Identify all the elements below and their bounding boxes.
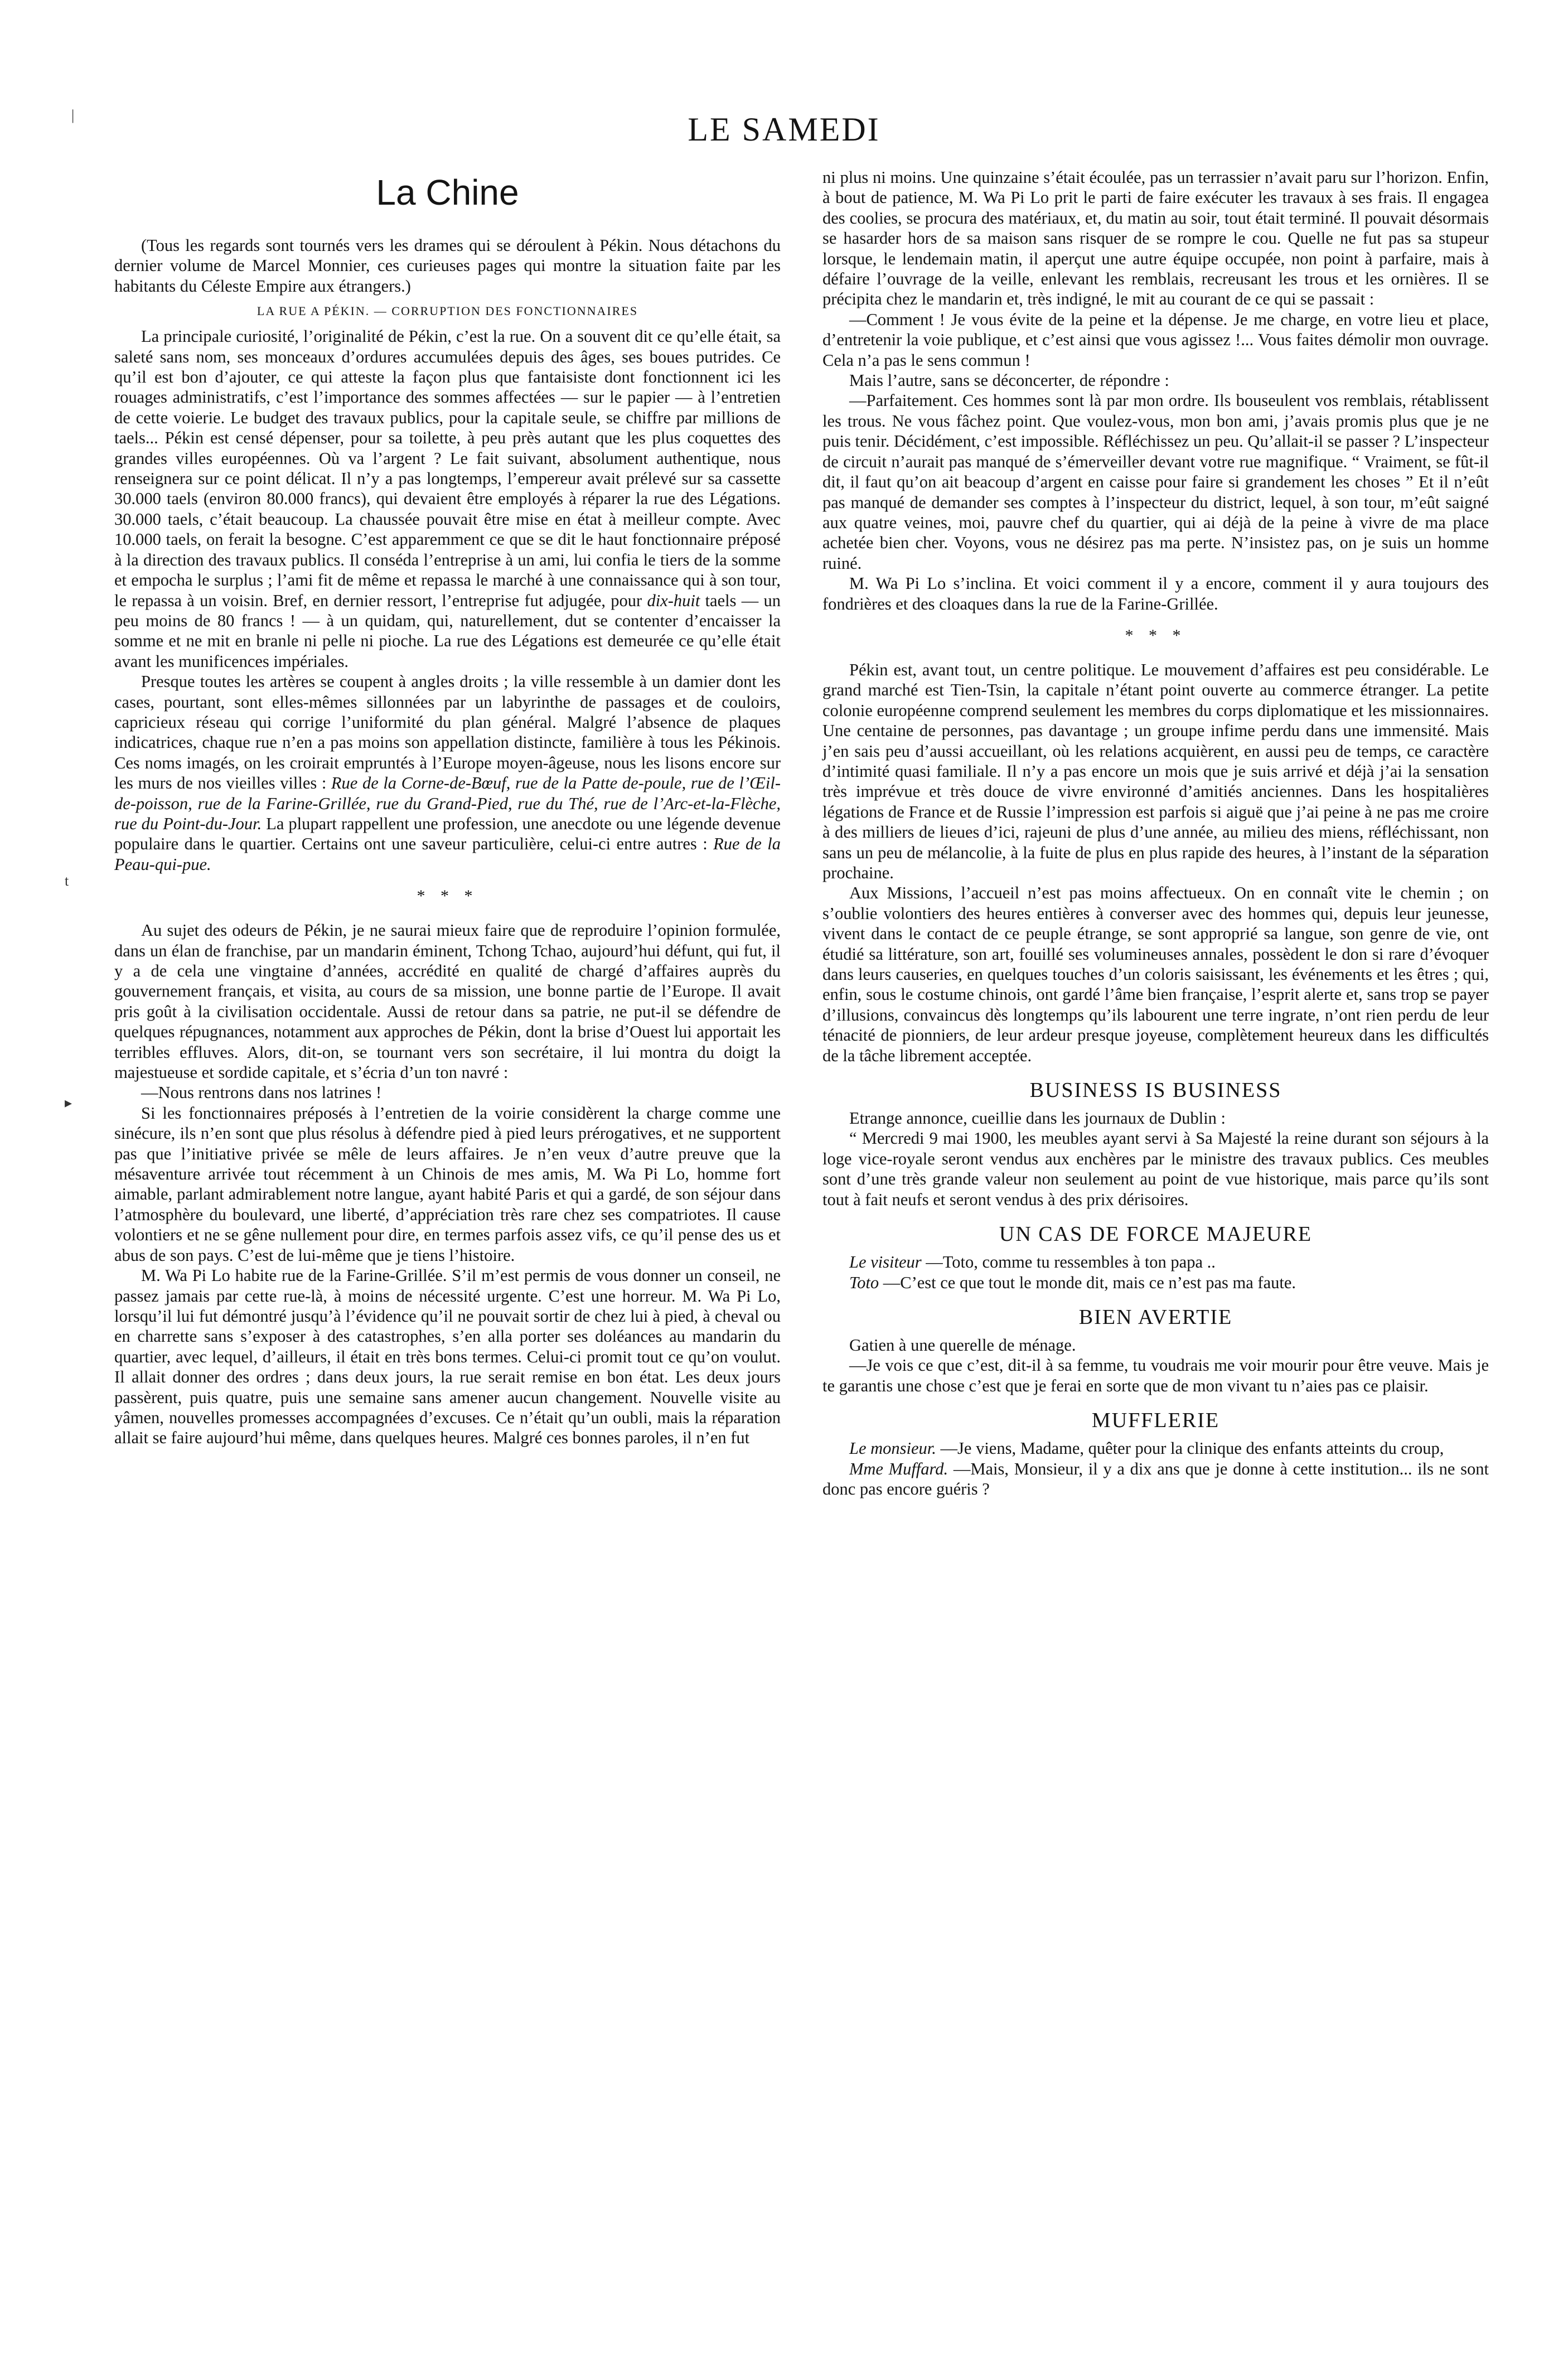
italic-run: Rue de la Corne-de-Bœuf, rue de la Patte de-poule, rue de l’Œil-de-poisson, rue de la Farine-Grillée, rue du Grand-Pied, rue du Thé, rue de l’Arc-et-la-Flèche, rue du Point-du-Jour. (114, 773, 781, 833)
paragraph (822, 1252, 1489, 1272)
paragraph: Aux Missions, l’accueil n’est pas moins affectueux. On en connaît vite le chemin ; on s’oublie volontiers des heures entières à converser avec des hommes qui, depuis leur jeunesse, vivent dans le contact de ce peuple étrange, se sont approprié sa langue, son genre de vie, ont étudié sa littérature, son art, fouillé ses volumineuses annales, possèdent le don si rare d’évoquer dans leurs causeries, en quelques touches d’un coloris saisissant, les événements et les êtres ; qui, enfin, sous le costume chinois, ont gardé l’âme bien française, l’esprit alerte et, sans trop se payer d’illusions, convaincus dès longtemps qu’ils labourent une terre ingrate, n’ont rien perdu de leur ténacité de pionniers, de leur ardeur presque joyeuse, complètement heureux dans les difficultés de la tâche librement acceptée. (822, 883, 1489, 1065)
margin-mark: ▸ (65, 1095, 72, 1111)
paragraph: “ Mercredi 9 mai 1900, les meubles ayant servi à Sa Majesté la reine durant son séjours à la loge vice-royale seront vendus aux enchères par le ministre des travaux publics. Ces meubles sont d’une très grande valeur non seulement au point de vue historique, mais parce qu’ils sont tout à fait neufs et seront vendus à des prix dérisoires. (822, 1129, 1489, 1209)
intro-paragraph: (Tous les regards sont tournés vers les drames qui se déroulent à Pékin. Nous détachons du dernier volume de Marcel Monnier, ces curieuses pages qui montre la situation faite par les habitants du Céleste Empire aux étrangers.) (114, 236, 781, 296)
paragraph: Etrange annonce, cueillie dans les journaux de Dublin : (849, 1109, 1226, 1128)
italic-run: Le visiteur (849, 1253, 922, 1272)
italic-run: Rue de la Peau-qui-pue. (114, 834, 781, 874)
paragraph: —Nous rentrons dans nos latrines ! (141, 1083, 382, 1103)
italic-run: dix-huit (647, 591, 700, 610)
paragraph: M. Wa Pi Lo habite rue de la Farine-Grillée. S’il m’est permis de vous donner un conseil, ne passez jamais par cette rue-là, à moins de nécessité urgente. C’est une horreur. M. Wa Pi Lo, lorsqu’il lui fut démontré jusqu’à l’évidence qu’il ne pouvait sortir de chez lui à pied, à cheval ou en charrette sans s’exposer à des catastrophes, s’en alla porter ses doléances au mandarin du quartier, avec lequel, d’ailleurs, il était en très bons termes. Celui-ci promit tout ce qu’on voulut. Il allait donner des ordres ; dans deux jours, la rue serait remise en bon état. Les deux jours passèrent, puis quatre, puis une semaine sans amener aucun changement. Nouvelle visite au yâmen, nouvelles promesses accompagnées d’excuses. Ce n’était qu’un oubli, mais la réparation allait se faire aujourd’hui même, dans quelques heures. Malgré ces bonnes paroles, il n’en fut (114, 1266, 781, 1448)
left-column (114, 167, 781, 1448)
text-run: —C’est ce que tout le monde dit, mais ce n’est pas ma faute. (883, 1273, 1296, 1292)
paragraph: Au sujet des odeurs de Pékin, je ne saurai mieux faire que de reproduire l’opinion formulée, dans un élan de franchise, par un mandarin éminent, Tchong Tchao, aujourd’hui défunt, qui fut, il y a de cela une vingtaine d’années, accrédité en qualité de chargé d’affaires auprès du gouvernement français, et visita, au cours de sa mission, une bonne partie de l’Europe. Il avait pris goût à la civilisation occidentale. Aussi de retour dans sa patrie, ne put-il se défendre de quelques répugnances, notamment aux approches de Pékin, dont la brise d’Ouest lui apportait les terribles effluves. Alors, dit-on, se tournant vers son secrétaire, il lui montra du doigt la majestueuse et sordide capitale, et s’écria d’un ton navré : (114, 921, 781, 1082)
running-head: LE SAMEDI (688, 111, 880, 148)
paragraph: M. Wa Pi Lo s’inclina. Et voici comment il y a encore, comment il y aura toujours des fondrières et des cloaques dans la rue de la Farine-Grillée. (822, 574, 1489, 613)
section-title-mufflerie: MUFFLERIE (1091, 1409, 1220, 1433)
right-column (822, 167, 1489, 1499)
paragraph (822, 1273, 1489, 1293)
text-run: Presque toutes les artères se coupent à angles droits ; la ville ressemble à un damier dont les cases, pourtant, sont elles-mêmes sillonnées par un labyrinthe de passages et de couloirs, capricieux réseau qui corrige l’uniformité du plan général. Malgré l’absence de plaques indicatrices, chaque rue n’en a pas moins son appellation distincte, familière à tous les Pékinois. Ces noms imagés, on les croirait empruntés à l’Europe moyen-âgeuse, nous les lisons encore sur les murs de nos vieilles villes : (114, 672, 781, 793)
section-title-force-majeure: UN CAS DE FORCE MAJEURE (999, 1222, 1313, 1246)
section-title-business: BUSINESS IS BUSINESS (1029, 1079, 1282, 1103)
text-run: —Toto, comme tu ressembles à ton papa .. (926, 1253, 1216, 1272)
section-subhead: LA RUE A PÉKIN. — CORRUPTION DES FONCTIONNAIRES (257, 304, 638, 318)
article-title: La Chine (376, 172, 519, 212)
section-separator: * * * (1125, 626, 1187, 645)
paragraph: ni plus ni moins. Une quinzaine s’était écoulée, pas un terrassier n’avait paru sur l’horizon. Enfin, à bout de patience, M. Wa Pi Lo prit le parti de faire exécuter les travaux à ses frais. Il engagea des coolies, se procura des matériaux, et, du matin au soir, tout était terminé. Il pouvait désormais se hasarder hors de sa maison sans risquer de se rompre le cou. Quelle ne fut pas sa stupeur lorsque, le lendemain matin, il aperçut une autre équipe occupée, non point à parfaire, mais à défaire l’ouvrage de la veille, enlevant les remblais, recreusant les trous et les ornières. Il se précipita chez le mandarin et, très indigné, le mit au courant de ce qui se passait : (822, 168, 1489, 309)
italic-run: Le monsieur. (849, 1439, 936, 1458)
paragraph (114, 671, 781, 874)
paragraph: —Je vois ce que c’est, dit-il à sa femme, tu voudrais me voir mourir pour être veuve. Mais je te garantis une chose c’est que je ferai en sorte que de mon vivant tu n’aies pas ce plaisir. (822, 1356, 1489, 1395)
paragraph: —Parfaitement. Ces hommes sont là par mon ordre. Ils bouseulent vos remblais, rétablissent les trous. Ne vous fâchez point. Que voulez-vous, mon bon ami, j’avais promis plus que je ne puis tenir. Décidément, c’est impossible. Réfléchissez un peu. Qu’allait-il se passer ? L’inspecteur de circuit n’aurait pas manqué de s’émerveiller devant votre rue magnifique. “ Vraiment, se fût-il dit, il faut qu’on ait beacoup d’argent en caisse pour faire si grandement les choses ” Et il n’eût pas manqué de demander ses comptes à l’inspecteur du district, lequel, à son tour, m’eût saigné aux quatre veines, moi, pauvre chef du quartier, qui ai déjà de la peine à vivre de ma place achetée bien cher. Voyons, vous ne désirez pas ma perte. N’insistez pas, on je suis un homme ruiné. (822, 391, 1489, 573)
paragraph: —Comment ! Je vous évite de la peine et la dépense. Je me charge, en votre lieu et place, d’entretenir la voie publique, et c’est ainsi que vous agissez !... Vous faites démolir mon ouvrage. Cela n’a pas le sens commun ! (822, 310, 1489, 370)
paragraph: Mais l’autre, sans se déconcerter, de répondre : (849, 371, 1169, 390)
paragraph (114, 326, 781, 671)
section-separator: * * * (417, 887, 478, 906)
paragraph: Gatien à une querelle de ménage. (849, 1335, 1076, 1355)
italic-run: Mme Muffard. (849, 1459, 948, 1478)
text-run: La principale curiosité, l’originalité de Pékin, c’est la rue. On a souvent dit ce qu’elle était, sa saleté sans nom, ses monceaux d’ordures accumulées depuis des âges, ses boues putrides. Ce qu’il est bon d’ajouter, ce qui atteste la façon plus que fantaisiste dont fonctionnent ici les rouages administratifs, c’est l’importance des sommes affectées — sur le papier — à l’entretien de cette voierie. Le budget des travaux publics, pour la capitale seule, se chiffre par millions de taels... Pékin est censé dépenser, pour sa toilette, à peu près autant que les plus coquettes des grandes villes européennes. Où va l’argent ? Le fait suivant, absolument authentique, nous renseignera sur ce point délicat. Il n’y a pas longtemps, l’empereur avait prélevé sur sa cassette 30.000 taels (environ 80.000 francs), qui devaient être employés à réparer la rue des Légations. 30.000 taels, c’était beaucoup. La chaussée pouvait être mise en état à meilleur compte. Avec 10.000 taels, on ferait la besogne. C’est apparemment ce que se dit le haut fonctionnaire préposé à la direction des travaux publics. Il conséda l’entreprise à un ami, lui confia le tiers de la somme et empocha le surplus ; l’ami fit de même et repassa le marché à une connaissance qui à son tour, le repassa à un voisin. Bref, en dernier ressort, l’entreprise fut adjugée, pour (114, 327, 781, 610)
paragraph (822, 1459, 1489, 1500)
section-title-bien-avertie: BIEN AVERTIE (1078, 1305, 1233, 1329)
margin-mark: t (65, 873, 69, 889)
margin-mark: | (71, 107, 75, 123)
text-run: La plupart rappellent une profession, une anecdote ou une légende devenue populaire dans le quartier. Certains ont une saveur particulière, celui-ci entre autres : (114, 814, 781, 854)
text-run: —Je viens, Madame, quêter pour la clinique des enfants atteints du croup, (940, 1439, 1444, 1458)
text-run: taels — un peu moins de 80 francs ! — à un quidam, qui, naturellement, dut se contenter d’encaisser la somme et ne mit en branle ni pelle ni pioche. La rue des Légations est demeurée ce qu’elle était avant les munificences impériales. (114, 591, 781, 671)
paragraph: Pékin est, avant tout, un centre politique. Le mouvement d’affaires est peu considérable. Le grand marché est Tien-Tsin, la capitale n’étant point ouverte au commerce étranger. La petite colonie européenne comprend seulement les membres du corps diplomatique et les missionnaires. Une centaine de personnes, pas davantage ; un groupe infime perdu dans une immensité. Mais j’en sais peu d’aussi accueillant, où les relations acquièrent, en aussi peu de temps, ce caractère d’intimité quasi familiale. Il n’y a pas encore un mois que je suis arrivé et déjà j’ai la sensation très imprévue et très douce de vivre environné d’amitiés anciennes. Dans les hospitalières légations de France et de Russie l’impression est parfois si aiguë que j’ai peine à ne pas me croire à des milliers de lieues d’ici, rajeuni de plus d’une année, au milieu des miens, réfléchissant, non sans un peu de mélancolie, à la fuite de plus en plus rapide des heures, à l’instant de la séparation prochaine. (822, 660, 1489, 882)
paragraph (822, 1438, 1489, 1458)
italic-run: Toto (849, 1273, 879, 1292)
text-run: —Mais, Monsieur, il y a dix ans que je donne à cette institution... ils ne sont donc pas encore guéris ? (822, 1459, 1489, 1498)
paragraph: Si les fonctionnaires préposés à l’entretien de la voirie considèrent la charge comme une sinécure, ils n’en sont que plus résolus à défendre pied à pied leurs prérogatives, et ne supportent pas que l’initiative privée se mêle de leurs affaires. Je n’en veux d’autre preuve que la mésaventure arrivée tout récemment à un Chinois de mes amis, M. Wa Pi Lo, homme fort aimable, parlant admirablement notre langue, ayant habité Paris et qui a gardé, de son séjour dans l’atmosphère du boulevard, une liberté, d’appréciation très rare chez ses compatriotes. Il cause volontiers et ne se gêne nullement pour dire, en termes parfois assez vifs, ce qu’il pense des us et abus de son pays. C’est de lui-même que je tiens l’histoire. (114, 1103, 781, 1265)
